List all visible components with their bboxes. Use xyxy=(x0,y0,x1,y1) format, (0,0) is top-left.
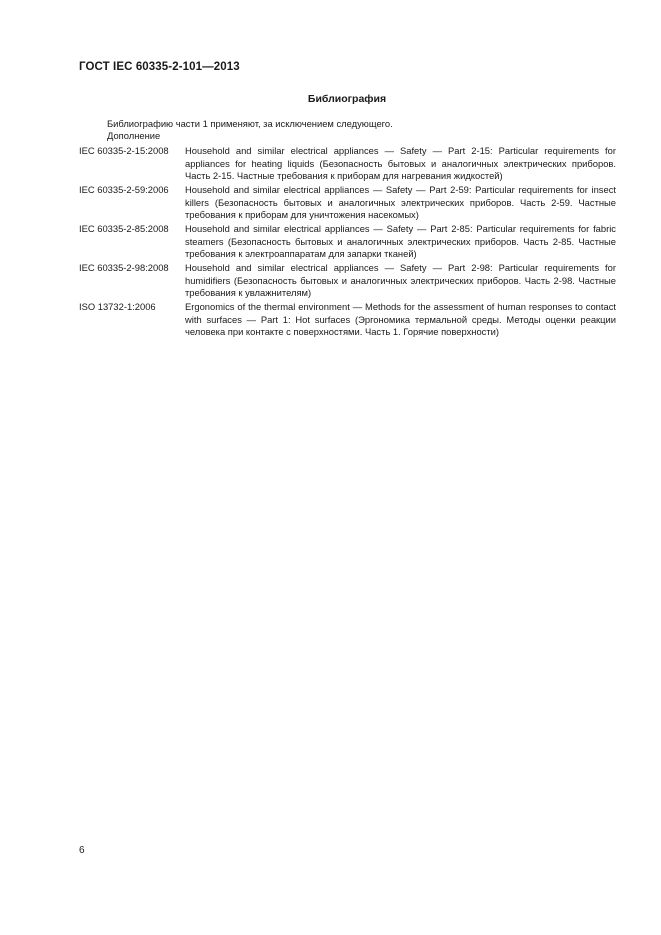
intro-block xyxy=(107,118,393,142)
bibliography-entry xyxy=(79,145,616,183)
reference-text: Ergonomics of the thermal environment — Methods for the assessment of human responses to contact with surfaces — Part 1: Hot surfaces (Эргономика термальной среды. Методы оценки реакции человека при контакте с поверхностями. Часть 1. Горячие поверхности) xyxy=(185,301,616,337)
reference-id: IEC 60335-2-15:2008 xyxy=(79,145,169,156)
page-number: 6 xyxy=(79,845,85,856)
intro-addition-label: Дополнение xyxy=(107,130,161,141)
reference-text: Household and similar electrical appliances — Safety — Part 2-98: Particular requirements for humidifiers (Безопасность бытовых и аналогичных электрических приборов. Часть 2-98. Частные требования к увлажнителям) xyxy=(185,262,616,298)
bibliography-entry xyxy=(79,301,616,339)
reference-id: ISO 13732-1:2006 xyxy=(79,301,156,312)
document-code-header: ГОСТ IEC 60335-2-101—2013 xyxy=(79,61,240,73)
reference-id: IEC 60335-2-59:2006 xyxy=(79,184,169,195)
intro-line: Библиографию части 1 применяют, за исключением следующего. xyxy=(107,118,393,129)
reference-id: IEC 60335-2-98:2008 xyxy=(79,262,169,273)
bibliography-entry xyxy=(79,223,616,261)
reference-text: Household and similar electrical appliances — Safety — Part 2-15: Particular requirements for appliances for heating liquids (Безопасность бытовых и аналогичных электрических приборов. Часть 2-15. Частные требования к приборам для нагревания жидкостей) xyxy=(185,145,616,181)
bibliography-entry xyxy=(79,184,616,222)
bibliography-entry xyxy=(79,262,616,300)
reference-text: Household and similar electrical appliances — Safety — Part 2-85: Particular requirements for fabric steamers (Безопасность бытовых и аналогичных электрических приборов. Часть 2-85. Частные требования к электроаппаратам для запарки тканей) xyxy=(185,223,616,259)
bibliography-list xyxy=(79,145,616,340)
reference-id: IEC 60335-2-85:2008 xyxy=(79,223,169,234)
reference-text: Household and similar electrical appliances — Safety — Part 2-59: Particular requirements for insect killers (Безопасность бытовых и аналогичных электрических приборов. Часть 2-59. Частные требования к приборам для уничтожения насекомых) xyxy=(185,184,616,220)
page-title: Библиография xyxy=(307,93,387,105)
